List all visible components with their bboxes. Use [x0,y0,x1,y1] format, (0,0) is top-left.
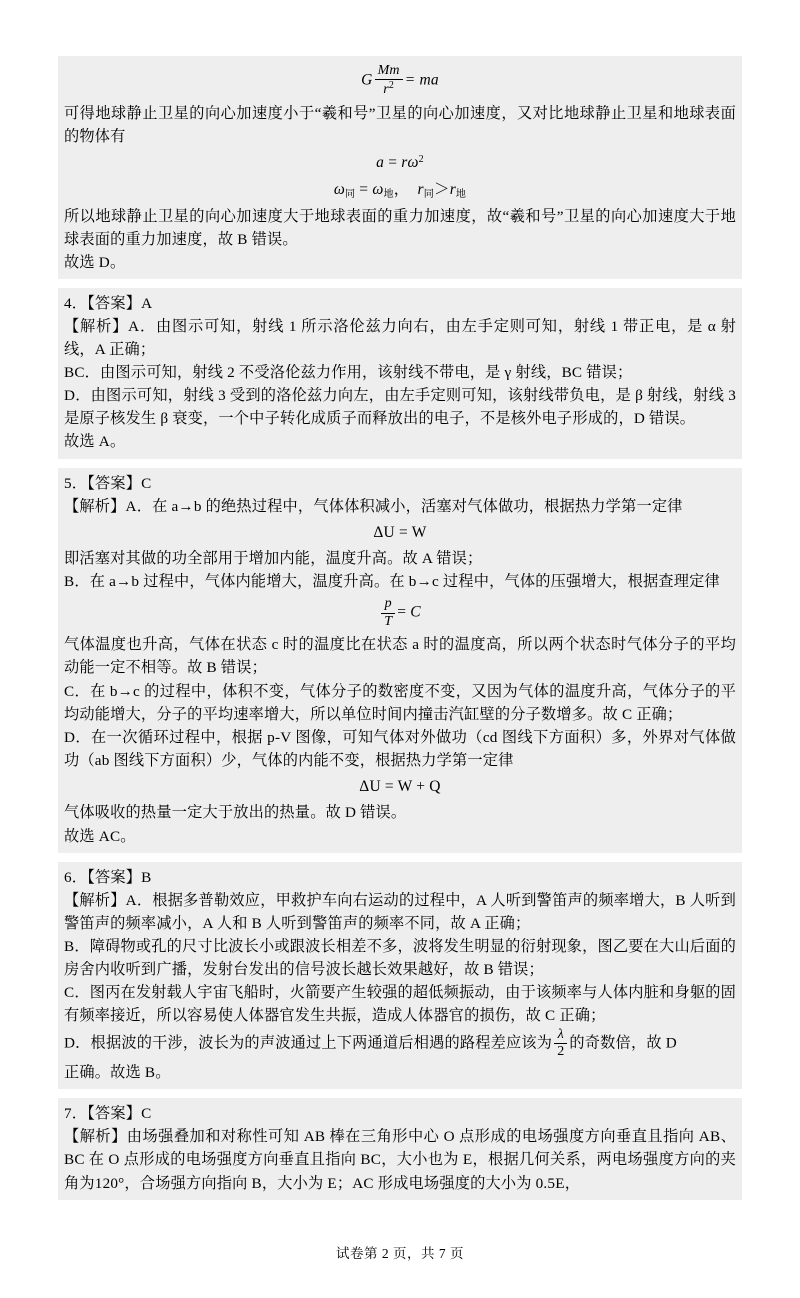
q5-line-b2: 气体温度也升高，气体在状态 c 时的温度比在状态 a 时的温度高，所以两个状态时气体分子的平均动能一定不相等。故 B 错误； [64,636,736,677]
q6-line-c: C．图丙在发射载人宇宙飞船时，火箭要产生较强的超低频振动，由于该频率与人体内脏和身躯的固有频率接近，所以容易使人体器官发生共振，造成人体器官的损伤，故 C 正确； [64,984,736,1025]
q7-answer-label: 7．【答案】C [64,1105,152,1123]
q4-line-2: BC．由图示可知，射线 2 不受洛伦兹力作用，该射线不带电，是 γ 射线，BC 错误； [64,364,633,382]
q6-line-d-end: 正确。故选 B。 [64,1064,171,1082]
formula-delta-u-w-q: ΔU = W + Q [359,777,441,795]
paragraph-continuation-2: 所以地球静止卫星的向心加速度大于地球表面的重力加速度，故“羲和号”卫星的向心加速度大于地球表面的重力加速度，故 B 错误。 [64,207,736,248]
q6-line-d-post: 的奇数倍，故 D [569,1034,677,1052]
q7-line-1: 【解析】由场强叠加和对称性可知 AB 棒在三角形中心 O 点形成的电场强度方向垂直且指向 AB、BC 在 O 点形成的电场强度方向垂直且指向 BC，大小也为 E，根据几何关系，两电场强度方向的夹角为120°，合场强方向指向 B，大小为 E；AC 形成电场强度的大小为 0.5E， [64,1128,736,1192]
q4-answer-label: 4．【答案】A [64,294,153,312]
fraction-lambda-2: $\frac{\lambda}{2}$ [554,1027,567,1061]
q5-answer-label: 5．【答案】C [64,474,152,492]
q5-line-d2: 气体吸收的热量一定大于放出的热量。故 D 错误。 [64,804,407,822]
q4-line-3: D．由图示可知，射线 3 受到的洛伦兹力向左，由左手定则可知，该射线带负电，是 β 射线，射线 3 是原子核发生 β 衰变，一个中子转化成质子而释放出的电子，不是核外电子形成的，D 错误。 [64,387,736,428]
q5-line-c1: C．在 b→c 的过程中，体积不变，气体分子的数密度不变，又因为气体的温度升高，气体分子的平均动能增大，分子的平均速率增大，所以单位时间内撞击汽缸壁的分子数增多。故 C 正确； [64,682,736,723]
formula-delta-u-w: ΔU = W [373,523,427,541]
answer-block-q6 [58,862,742,1090]
q6-line-b: B．障碍物或孔的尺寸比波长小或跟波长相差不多，波将发生明显的衍射现象，图乙要在大山后面的房舍内收听到广播，发射台发出的信号波长越长效果越好，故 B 错误； [64,937,736,979]
q4-line-4: 故选 A。 [64,433,126,451]
answer-block-q4 [58,288,742,459]
q5-line-d1: D．在一次循环过程中，根据 p-V 图像，可知气体对外做功（cd 图线下方面积）多，外界对气体做功（ab 图线下方面积）少，气体的内能不变，根据热力学第一定律 [64,728,736,769]
q5-line-a2: 即活塞对其做的功全部用于增加内能，温度升高。故 A 错误； [64,550,483,568]
q5-line-a1: 【解析】A．在 a→b 的绝热过程中，气体体积减小，活塞对气体做功，根据热力学第一定律 [64,497,683,515]
answer-block-continuation [58,56,742,279]
paragraph-continuation-3: 故选 D。 [64,253,126,271]
q6-line-d-pre: D．根据波的干涉，波长为的声波通过上下两通道后相遇的路程差应该为 [64,1034,553,1052]
formula-centripetal: $a = r\omega^2$ [376,154,424,172]
q6-line-d [64,1027,736,1061]
q6-answer-label: 6．【答案】B [64,868,152,886]
q5-line-end: 故选 AC。 [64,827,136,845]
answer-block-q7 [58,1098,742,1199]
formula-omega-compare: $\omega_同 = \omega_地$， $r_同>r_地$ [333,180,467,200]
q5-line-b1: B．在 a→b 过程中，气体内能增大，温度升高。在 b→c 过程中，气体的压强增大，根据查理定律 [64,573,720,591]
q4-line-1: 【解析】A．由图示可知，射线 1 所示洛伦兹力向右，由左手定则可知，射线 1 带正电，是 α 射线，A 正确； [64,317,736,359]
page-footer: 试卷第 2 页，共 7 页 [336,1246,464,1261]
formula-gravity: G $\frac{Mm}{r^2}$ = ma [361,63,439,98]
formula-p-over-t: $\frac{p}{T}$ = C [64,596,736,630]
answer-block-q5 [58,468,742,853]
q6-line-a: 【解析】A．根据多普勒效应，甲救护车向右运动的过程中，A 人听到警笛声的频率增大，B 人听到警笛声的频率减小，A 人和 B 人听到警笛声的频率不同，故 A 正确； [64,891,736,932]
paragraph-continuation-1: 可得地球静止卫星的向心加速度小于“羲和号”卫星的向心加速度，又对比地球静止卫星和地球表面的物体有 [64,104,736,145]
